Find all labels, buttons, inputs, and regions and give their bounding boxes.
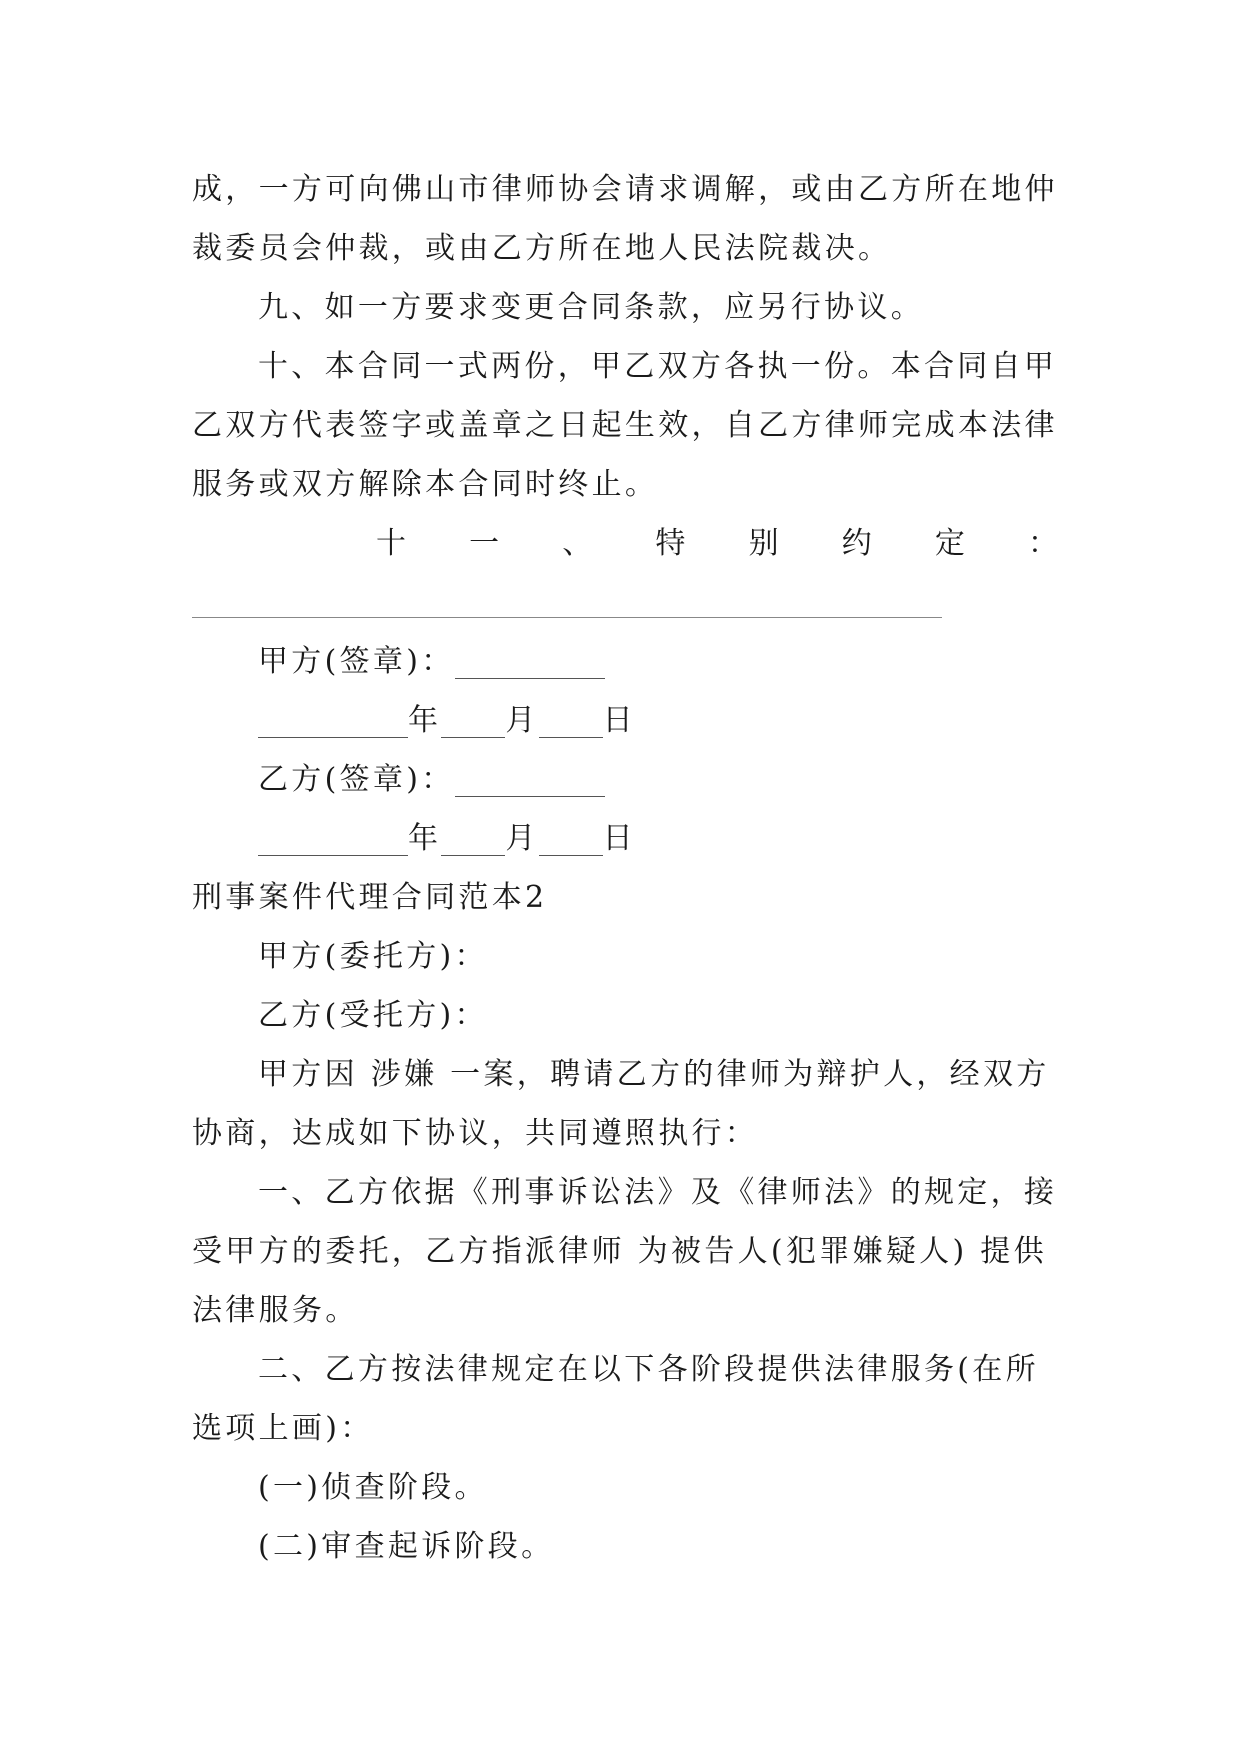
- clause-9: 九、如一方要求变更合同条款，应另行协议。: [258, 290, 924, 325]
- clause-2-line: 选项上画)：: [192, 1411, 374, 1446]
- party-a-date: [192, 691, 1058, 750]
- document-body: [192, 160, 1058, 1576]
- clause-1-line: 法律服务。: [192, 1293, 359, 1328]
- year-blank: [258, 707, 408, 738]
- section-title: 刑事案件代理合同范本2: [192, 880, 548, 915]
- clause-11-heading: [192, 514, 1058, 573]
- clause-11-char: 、: [562, 526, 593, 561]
- year-blank: [258, 825, 408, 856]
- text-line: 成，一方可向佛山市律师协会请求调解，或由乙方所在地仲: [192, 172, 1058, 207]
- signature-blank: [455, 648, 605, 679]
- year-label: 年: [408, 821, 442, 856]
- month-blank: [441, 707, 505, 738]
- clause-11-char: 一: [469, 526, 500, 561]
- party-a-signature-label: 甲方(签章)：: [258, 644, 455, 679]
- month-label: 月: [505, 821, 539, 856]
- clause-11-char: ：: [1027, 526, 1058, 561]
- stage-item: (一)侦查阶段。: [258, 1470, 488, 1505]
- party-a-line: 甲方(委托方)：: [258, 939, 488, 974]
- signature-blank: [455, 766, 605, 797]
- day-blank: [539, 825, 603, 856]
- special-terms-blank: [192, 573, 1058, 632]
- month-blank: [441, 825, 505, 856]
- party-b-signature: [192, 750, 1058, 809]
- clause-1-line: 受甲方的委托，乙方指派律师 为被告人(犯罪嫌疑人) 提供: [192, 1234, 1047, 1269]
- intro-line: 协商，达成如下协议，共同遵照执行：: [192, 1116, 759, 1151]
- day-label: 日: [602, 703, 636, 738]
- clause-11-char: 定: [934, 526, 965, 561]
- text-line: 裁委员会仲裁，或由乙方所在地人民法院裁决。: [192, 231, 892, 266]
- clause-11-char: 约: [841, 526, 872, 561]
- stage-item: (二)审查起诉阶段。: [258, 1529, 555, 1564]
- clause-10-line: 乙双方代表签字或盖章之日起生效，自乙方律师完成本法律: [192, 408, 1058, 443]
- day-blank: [539, 707, 603, 738]
- fill-in-rule: [192, 617, 942, 618]
- clause-10-line: 服务或双方解除本合同时终止。: [192, 467, 659, 502]
- clause-10-line: 十、本合同一式两份，甲乙双方各执一份。本合同自甲: [258, 349, 1058, 384]
- year-label: 年: [408, 703, 442, 738]
- party-b-line: 乙方(受托方)：: [258, 998, 488, 1033]
- party-a-signature: [192, 632, 1058, 691]
- clause-11-char: 十: [376, 526, 406, 561]
- clause-11-char: 特: [655, 526, 686, 561]
- clause-11-char: 别: [748, 526, 779, 561]
- month-label: 月: [505, 703, 539, 738]
- intro-line: 甲方因 涉嫌 一案，聘请乙方的律师为辩护人，经双方: [258, 1057, 1050, 1092]
- clause-2-line: 二、乙方按法律规定在以下各阶段提供法律服务(在所: [258, 1352, 1039, 1387]
- party-b-signature-label: 乙方(签章)：: [258, 762, 455, 797]
- party-b-date: [192, 809, 1058, 868]
- day-label: 日: [602, 821, 636, 856]
- clause-1-line: 一、乙方依据《刑事诉讼法》及《律师法》的规定，接: [258, 1175, 1058, 1210]
